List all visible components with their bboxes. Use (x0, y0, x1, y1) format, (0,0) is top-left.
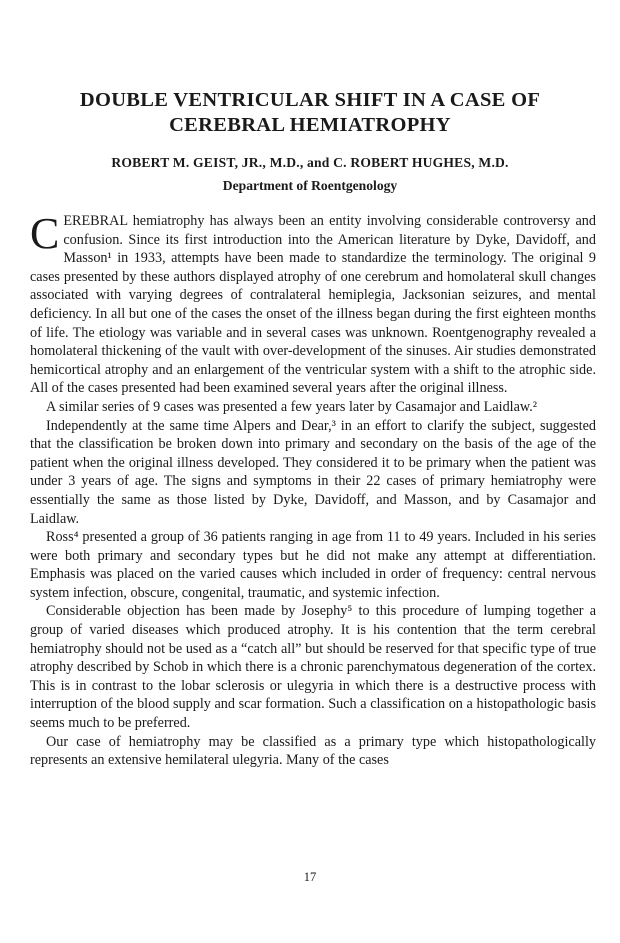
paragraph-1 (30, 209, 596, 398)
page-number: 17 (303, 870, 317, 884)
paragraph-6: Our case of hemiatrophy may be classified as a primary type which histopathologically represents an extensive hemilateral ulegyria. Many of the cases (30, 733, 596, 769)
paragraph-3: Independently at the same time Alpers and Dear,³ in an effort to clarify the subject, suggested that the classification be broken down into primary and secondary on the basis of the age of the patient when the original illness developed. They considered it to be primary when the patient was under 3 years of age. The signs and symptoms in their 22 cases of primary hemiatrophy were essentially the same as those listed by Dyke, Davidoff, and Masson, and by Casamajor and Laidlaw. (30, 417, 596, 527)
department-line: Department of Roentgenology (222, 178, 398, 193)
title-line-2: CEREBRAL HEMIATROPHY (169, 114, 451, 136)
drop-cap: C (30, 209, 60, 258)
paragraph-4: Ross⁴ presented a group of 36 patients ranging in age from 11 to 49 years. Included in his series were both primary and secondary types but he did not make any attempt at differentiation. Emphasis was placed on the varied causes which included in order of frequency: central nervous system infection, obscure, congenital, traumatic, and systemic infection. (30, 529, 596, 601)
paragraph-2: A similar series of 9 cases was presented a few years later by Casamajor and Laidlaw.² (46, 398, 538, 415)
paragraph-5: Considerable objection has been made by Josephy⁵ to this procedure of lumping together a group of varied diseases which produced atrophy. It is his contention that the term cerebral hemiatrophy should not be used as a “catch all” but should be reserved for that specific type of true atrophy described by Schob in which there is a chronic parenchymatous degeneration of the cortex. This is in contrast to the lobar sclerosis or ulegyria in which there is a destructive process with interruption of the blood supply and scar formation. Such a classification on a histopathologic basis seems much to be preferred. (30, 603, 596, 732)
paragraph-1-text: EREBRAL hemiatrophy has always been an entity involving considerable controversy and confusion. Since its first introduction into the American literature by Dyke, Davidoff, and Masson¹ in 1933, attempts have been made to standardize the terminology. The original 9 cases presented by these authors displayed atrophy of one cerebrum and homolateral skull changes associated with varying degrees of contralateral hemiplegia, Jacksonian seizures, and mental deficiency. In all but one of the cases the onset of the illness began during the first eighteen months of life. The etiology was variable and in several cases was unknown. Roentgenography revealed a homolateral thickening of the vault with over-development of the sinuses. Air studies demonstrated hemicortical atrophy and an enlargement of the ventricular system with a shift to the atrophic side. All of the cases presented had been examined several years after the original illness. (30, 213, 596, 397)
article-title (40, 88, 580, 138)
title-line-1: DOUBLE VENTRICULAR SHIFT IN A CASE OF (79, 89, 541, 111)
article-body (30, 209, 596, 770)
author-line: ROBERT M. GEIST, JR., M.D., and C. ROBERT HUGHES, M.D. (111, 155, 509, 170)
